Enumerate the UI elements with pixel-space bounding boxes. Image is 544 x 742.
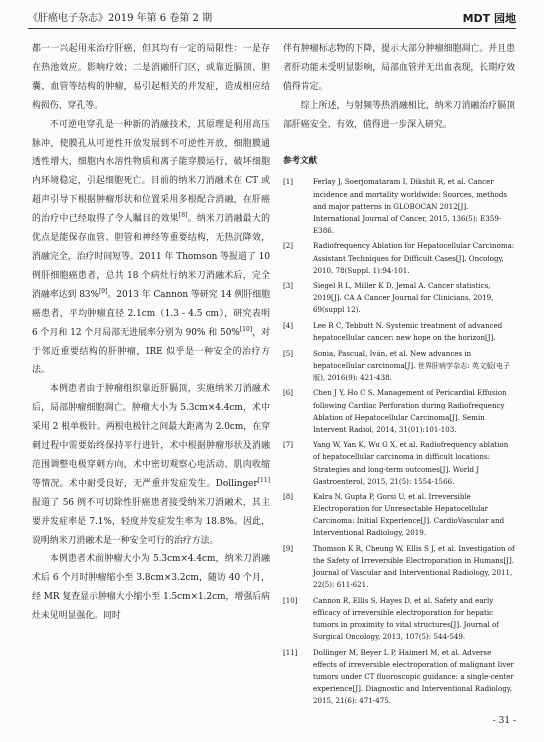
reference-number: [1] (283, 177, 294, 187)
paragraph (32, 380, 270, 550)
reference-item (283, 348, 515, 384)
reference-text: Thomson K R, Cheung W, Ellis S J, et al. Investigation of the Safety of Irreversible Electroporation in Humans[J]. Journal of Vascular and Interventional Radiology, 2011, 22(5): 611-621. (313, 544, 515, 590)
text-span: 。纳米刀消融最大的优点是能保存血管、胆管和神经等重要结构，无热沉降效，消融完全，治疗时间短等。2011 年 Thomson 等报道了 10 例肝细胞癌患者，总共 18 个病灶行纳米刀消融术后，完全消融率达到 83% (32, 214, 271, 300)
reference-item (283, 176, 515, 236)
paragraph (32, 116, 270, 381)
reference-text: Chen J Y, Ho C S. Management of Pericardial Effusion following Cardiac Perforation during Radiofrequency Ablation of Hepatocellular Carcinoma[J]. Semin Intervent Radiol, 2014, 31(01):101-103. (313, 388, 507, 434)
page-number: - 31 - (492, 716, 516, 726)
running-header (28, 10, 516, 29)
paragraph: 伴有肿瘤标志物的下降，提示大部分肿瘤细胞凋亡。并且患者肝功能未受明显影响，局部血管并无出血表现，长期疗效值得肯定。 (283, 44, 515, 92)
citation-mark: [9] (98, 287, 108, 295)
reference-item (283, 543, 515, 591)
right-column (283, 40, 515, 711)
journal-issue-label: 《肝癌电子杂志》2019 年第 6 卷第 2 期 (28, 13, 213, 24)
reference-item (283, 240, 515, 276)
text-span: 本例患者由于肿瘤组织靠近肝膈顶，实施纳米刀消融术后，局部肿瘤细胞凋亡。肿瘤大小为 5.3cm×4.4cm，术中采用 2 根单极针。两根电极针之间最大距离为 2.0cm，在穿刺过程中需要始终保持平行进针，术中根据肿瘤形状及消融范围调整电极穿刺方向，术中密切观察心电活动、肌肉收缩等情况。术中耐受良好，无严重并发症发生。Dollinger (32, 384, 270, 489)
reference-text: Siegel R L, Miller K D, Jemal A. Cancer statistics, 2019[J]. CA A Cancer Journal for Clinicians, 2019, 69(suppl 12). (313, 281, 494, 315)
reference-number: [10] (283, 595, 298, 605)
text-span: 。2013 年 Cannon 等研究 14 例肝细胞癌患者，平均肿瘤直径 2.1cm（1.3 - 4.5 cm），研究表明 6 个月和 12 个月局部无进展率分别为 90% 和 50% (32, 289, 270, 338)
citation-mark: [11] (257, 476, 270, 484)
reference-item (283, 647, 515, 707)
reference-number: [3] (283, 281, 294, 291)
reference-number: [7] (283, 440, 294, 450)
reference-number: [9] (283, 544, 294, 554)
reference-number: [4] (283, 320, 294, 330)
reference-list (283, 176, 515, 707)
left-column (32, 40, 270, 626)
citation-mark: [10] (239, 325, 253, 333)
reference-text: Yang W, Yan K, Wu G X, et al. Radiofrequency ablation of hepatocellular carcinoma in difficult locations: Strategies and long-term outcomes[J]. World J Gastroenterol, 2015, 21(5): 1554-1566. (313, 440, 509, 486)
text-span: 不可逆电穿孔是一种新的消融技术，其原理是利用高压脉冲，使膜孔从可逆性开放发展到不可逆性开放，细胞膜通透性增大，细胞内水溶性物质和离子能穿膜运行，破坏细胞内环境稳定，引起细胞死亡。目前的纳米刀消融术在 CT 或超声引导下根据肿瘤形状和位置采用多根配合消融，在肝癌的治疗中已经取得了令人瞩目的效果 (32, 119, 270, 225)
reference-number: [8] (283, 492, 294, 502)
reference-text: Sonia, Pascual, Iván, et al. New advances in hepatocellular carcinoma[J]. 世界肝病学杂志: 英文版(电子版), 2016(9): 421-438. (313, 348, 511, 382)
reference-text: Kalra N, Gupta P, Gorsi U, et al. Irreversible Electroporation for Unresectable Hepatocellular Carcinoma: Initial Experience[J]. CardioVascular and Interventional Radiology, 2019. (313, 492, 505, 538)
text-span: ，对于邻近重要结构的肝肿瘤，IRE 似乎是一种安全的治疗方法。 (32, 327, 271, 376)
citation-mark: [8] (178, 212, 188, 220)
section-label: MDT 园地 (462, 12, 516, 25)
reference-text: Lee R C, Tebbutt N. Systemic treatment of advanced hepatocellular cancer: new hope on the horizon[J]. (313, 320, 503, 343)
paragraph: 综上所述，与射频等热消融相比，纳米刀消融治疗膈顶部肝癌安全、有效，值得进一步深入研究。 (283, 100, 515, 130)
reference-item (283, 280, 515, 316)
reference-text: Dollinger M, Beyer L P, Haimerl M, et al. Adverse effects of irreversible electroporation of malignant liver tumors under CT fluoroscopic guidance: a single-center experience[J]. Diagnostic and Interventional Radiology, 2015, 21(6): 471-475. (313, 647, 514, 706)
text-span: 报道了 56 例不可切除性肝癌患者接受纳米刀消融术，其主要并发症率是 7.1%，轻度并发症发生率为 18.8%。因此，说明纳米刀消融术是一种安全可行的治疗方法。 (32, 497, 270, 546)
reference-number: [2] (283, 241, 294, 251)
reference-item (283, 387, 515, 435)
paragraph: 都一一兴起用来治疗肝癌，但其均有一定的局限性：一是存在热池效应。影响疗效；二是消融肝门区，或靠近膈顶、胆囊、血管等结构的肿瘤，易引起相关的并发症，造成相应结构损伤、穿孔等。 (32, 44, 270, 111)
reference-number: [11] (283, 647, 298, 657)
reference-text: Cannon R, Ellis S, Hayes D, et al. Safety and early efficacy of irreversible electroporation for hepatic tumors in proximity to vital structures[J]. Journal of Surgical Oncology, 2013, 107(5): 544-549. (313, 595, 499, 642)
reference-item (283, 439, 515, 487)
reference-item (283, 595, 515, 643)
reference-item (283, 320, 515, 344)
reference-item (283, 491, 515, 539)
reference-text: Radiofrequency Ablation for Hepatocellular Carcinoma: Assistant Techniques for Difficult Cases[J]. Oncology, 2010, 78(Suppl. 1):94-101. (313, 241, 515, 275)
reference-text: Ferlay J, Soerjomataram I, Dikshit R, et al. Cancer incidence and mortality worldwide: Sources, methods and major patterns in GLOBOCAN 2012[J]. International Journal of Cancer, 2015, 136(5): E359-E386. (313, 177, 508, 235)
references-heading: 参考文献 (283, 155, 318, 166)
reference-number: [5] (283, 348, 294, 358)
reference-number: [6] (283, 388, 294, 398)
paragraph: 本例患者术前肿瘤大小为 5.3cm×4.4cm，纳米刀消融术后 6 个月时肿瘤缩小至 3.8cm×3.2cm，随访 40 个月，经 MR 复查显示肿瘤大小缩小至 1.5cm×1.2cm，增强后病灶未见明显强化。同时 (32, 554, 270, 622)
